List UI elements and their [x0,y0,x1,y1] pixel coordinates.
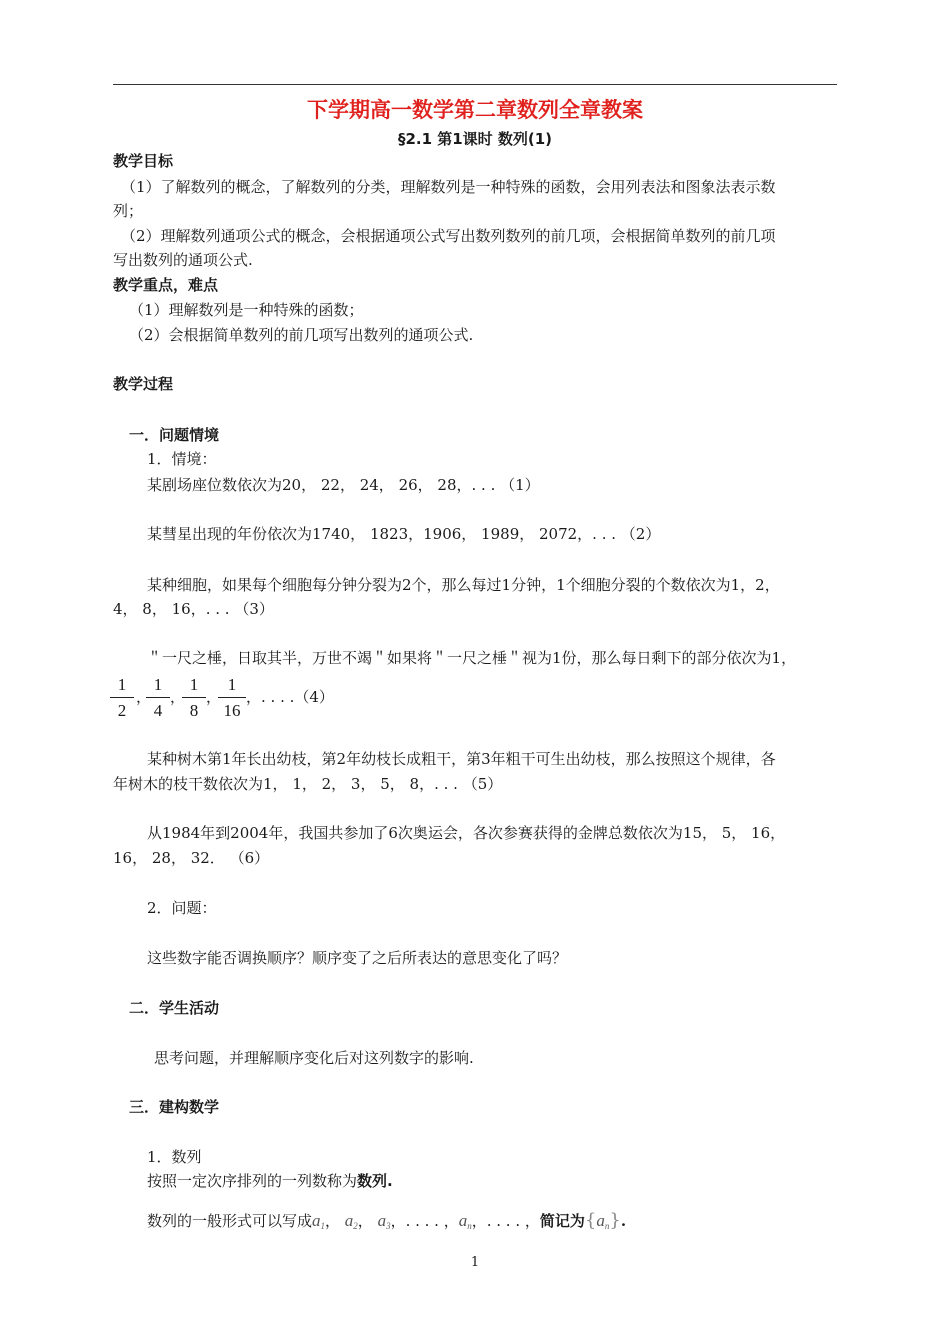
term-a3: $a_3$ [377,1211,391,1231]
section-1-sub-2: 2．问题： [147,899,217,917]
process-heading: 教学过程 [113,375,174,393]
example-6-line-2: 16， 28， 32． （6） [113,849,270,867]
section-2-heading: 二．学生活动 [129,999,220,1017]
header-rule [113,84,837,85]
fraction-denominator: 16 [223,701,241,720]
fraction-one-sixteenth [218,676,246,719]
comma: ， [357,1212,378,1230]
fraction-bar [146,697,170,698]
page-number: 1 [470,1255,480,1270]
example-3-line-1: 某种细胞，如果每个细胞每分钟分裂为2个，那么每过1分钟，1个细胞分裂的个数依次为1，2， [147,576,780,594]
comma: ， [136,688,152,706]
fraction-denominator: 2 [117,701,127,720]
section-2-text: 思考问题，并理解顺序变化后对这列数字的影响. [154,1049,474,1067]
objective-2-line-1: （2）理解数列通项公式的概念，会根据通项公式写出数列数列的前几项，会根据简单数列的前几项 [121,227,776,245]
fraction-one-eighth [182,676,206,719]
fraction-bar [110,697,134,698]
fraction-bar [182,697,206,698]
example-3-line-2: 4， 8， 16，. . . （3） [113,600,274,618]
keypoint-1: （1）理解数列是一种特殊的函数； [129,301,364,319]
objective-1-line-1: （1）了解数列的概念，了解数列的分类，理解数列是一种特殊的函数，会用列表法和图象法表示数 [121,178,776,196]
fraction-numerator: 1 [189,675,199,694]
section-1-sub-1: 1．情境： [147,450,217,468]
objective-2-line-2: 写出数列的通项公式. [113,251,253,269]
term-a1: $a_1$ [312,1211,326,1231]
term-an: $a_n$ [458,1211,472,1231]
term-a2: $a_2$ [344,1211,358,1231]
definition-line [147,1174,393,1189]
example-2: 某彗星出现的年份依次为1740， 1823，1906， 1989， 2072，. . . （2） [147,525,661,543]
brace-close: } [609,1210,621,1231]
fraction-numerator: 1 [117,675,127,694]
lesson-subtitle: §2.1 第1课时 数列(1) [397,130,553,148]
definition-term: 数列. [357,1172,393,1190]
short-notation-label: 简记为 [539,1212,585,1230]
fraction-one-half [110,676,134,719]
general-form-line [147,1212,626,1231]
example-5-line-2: 年树木的枝干数依次为1， 1， 2， 3， 5， 8，. . . （5） [113,775,503,793]
section-3-sub-1: 1．数列 [147,1148,202,1166]
example-4-tail: ，. . . .（4） [246,688,334,706]
keypoints-heading: 教学重点，难点 [113,276,219,294]
objectives-heading: 教学目标 [113,152,174,170]
fraction-denominator: 4 [153,701,163,720]
brace-open: { [584,1210,597,1231]
fraction-one-quarter [146,676,170,719]
ellipsis: ，. . . . ， [471,1212,540,1230]
comma: ， [170,688,186,706]
definition-prefix: 按照一定次序排列的一列数称为 [147,1172,358,1190]
example-5-line-1: 某种树木第1年长出幼枝，第2年幼枝长成粗干，第3年粗干可生出幼枝，那么按照这个规律，各 [147,750,776,768]
ellipsis: ，. . . . ， [390,1212,459,1230]
general-form-prefix: 数列的一般形式可以写成 [147,1212,313,1230]
question-text: 这些数字能否调换顺序？顺序变了之后所表达的意思变化了吗？ [147,949,568,967]
comma: ， [325,1212,345,1230]
fraction-denominator: 8 [189,701,199,720]
final-period: . [620,1212,627,1230]
keypoint-2: （2）会根据简单数列的前几项写出数列的通项公式. [129,326,474,344]
section-1-heading: 一．问题情境 [129,426,220,444]
objective-1-line-2: 列； [113,202,144,220]
fraction-numerator: 1 [227,675,237,694]
example-1: 某剧场座位数依次为20， 22， 24， 26， 28，. . . （1） [147,476,540,494]
document-title: 下学期高一数学第二章数列全章教案 [307,98,643,122]
comma: ， [206,688,222,706]
example-6-line-1: 从1984年到2004年，我国共参加了6次奥运会，各次参赛获得的金牌总数依次为15， 5， 16， [147,824,786,842]
section-3-heading: 三．建构数学 [129,1098,220,1116]
fraction-bar [218,697,246,698]
example-4-line-1: ＂一尺之棰，日取其半，万世不竭＂如果将＂一尺之棰＂视为1份，那么每日剩下的部分依次为1， [147,649,797,667]
term-an-brace: $a_n$ [596,1211,610,1231]
fraction-numerator: 1 [153,675,163,694]
